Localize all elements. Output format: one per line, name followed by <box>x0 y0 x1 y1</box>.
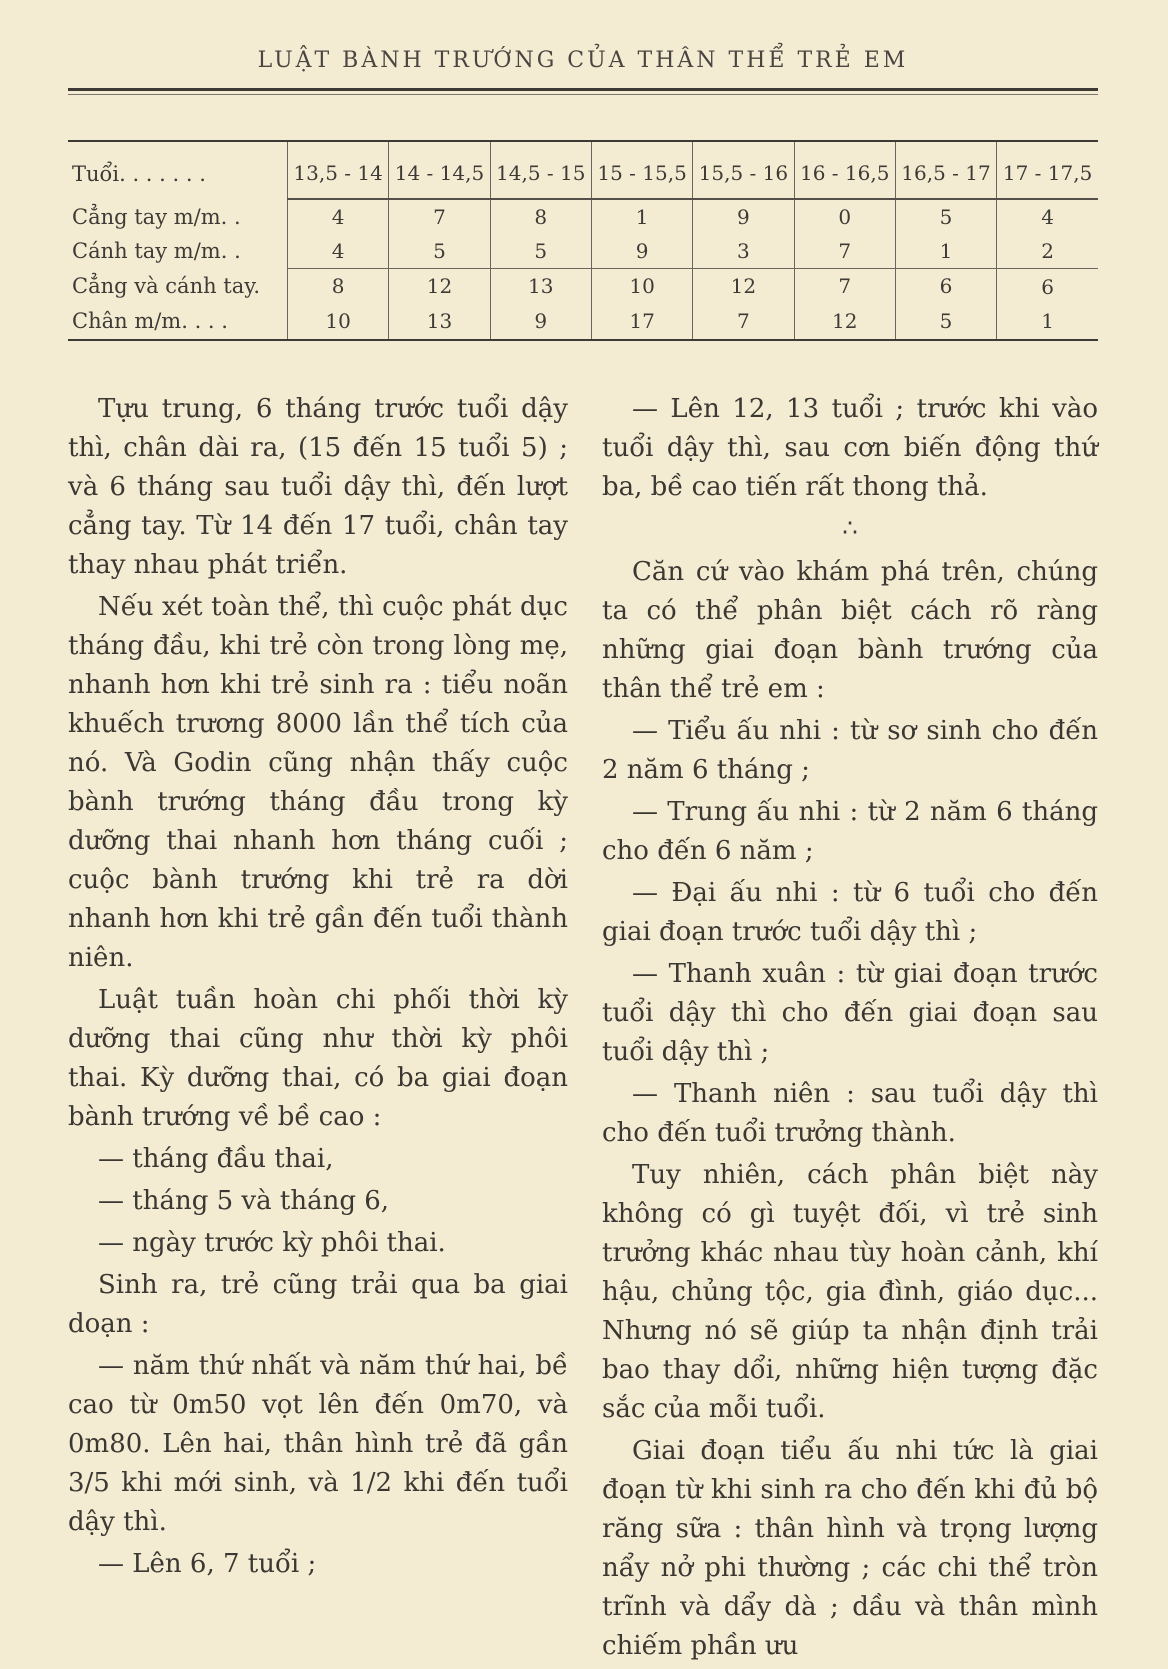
age-group: 14,5 - 15 <box>490 141 591 199</box>
table-cell: 9 <box>490 303 591 340</box>
table-cell: 1 <box>591 199 692 234</box>
table-cell: 12 <box>693 269 794 304</box>
table-cell: 9 <box>591 234 692 269</box>
table-cell: 6 <box>895 269 996 304</box>
table-row <box>68 303 1098 340</box>
table-row <box>68 269 1098 304</box>
age-group: 16 - 16,5 <box>794 141 895 199</box>
list-item: — Thanh xuân : từ giai đoạn trước tuổi dậy thì cho đến giai đoạn sau tuổi dậy thì ; <box>602 959 1098 1067</box>
table-cell: 5 <box>389 234 490 269</box>
table-cell: 4 <box>288 199 389 234</box>
paragraph: Giai đoạn tiểu ấu nhi tức là giai đoạn từ khi sinh ra cho đến khi đủ bộ răng sữa : thân hình và trọng lượng nẩy nở phi thường ; các chi thể tròn trĩnh và dẩy dà ; dầu và thân mình chiếm phần ưu <box>602 1436 1098 1661</box>
running-title: LUẬT BÀNH TRƯỚNG CỦA THÂN THỂ TRẺ EM <box>257 48 909 73</box>
row-label: Cẳng và cánh tay. <box>72 273 261 298</box>
table-cell: 2 <box>997 234 1098 269</box>
list-item: — Lên 6, 7 tuổi ; <box>98 1549 317 1579</box>
table-cell: 8 <box>490 199 591 234</box>
list-item: — năm thứ nhất và năm thứ hai, bề cao từ 0m50 vọt lên đến 0m70, và 0m80. Lên hai, thân hình trẻ đã gần 3/5 khi mới sinh, và 1/2 khi đến tuổi dậy thì. <box>68 1351 568 1537</box>
table-cell: 7 <box>794 269 895 304</box>
table-cell: 5 <box>895 303 996 340</box>
table-cell: 5 <box>490 234 591 269</box>
age-row <box>68 141 1098 199</box>
list-item: — Trung ấu nhi : từ 2 năm 6 tháng cho đến 6 năm ; <box>602 797 1098 866</box>
list-item: — tháng đầu thai, <box>98 1144 334 1174</box>
table-cell: 10 <box>288 303 389 340</box>
table-cell: 0 <box>794 199 895 234</box>
header-rule <box>68 88 1098 91</box>
table-cell: 7 <box>693 303 794 340</box>
row-label: Cẳng tay m/m. . <box>72 204 241 229</box>
table-cell: 8 <box>288 269 389 304</box>
list-item: — Lên 12, 13 tuổi ; trước khi vào tuổi dậy thì, sau cơn biến động thứ ba, bề cao tiến rất thong thả. <box>602 394 1098 502</box>
table-cell: 4 <box>288 234 389 269</box>
section-ornament: ∴ <box>842 514 858 542</box>
growth-table <box>68 140 1098 341</box>
right-column <box>602 390 1098 1669</box>
age-group: 15 - 15,5 <box>591 141 692 199</box>
table-cell: 3 <box>693 234 794 269</box>
paragraph: Sinh ra, trẻ cũng trải qua ba giai doạn : <box>68 1270 568 1339</box>
left-column <box>68 390 568 1587</box>
age-label: Tuổi. . . . . . . <box>68 141 288 199</box>
table-cell: 12 <box>389 269 490 304</box>
paragraph: Luật tuần hoàn chi phối thời kỳ dưỡng thai cũng như thời kỳ phôi thai. Kỳ dưỡng thai, có ba giai đoạn bành trướng về bề cao : <box>68 985 568 1132</box>
list-item: — Thanh niên : sau tuổi dậy thì cho đến tuổi trưởng thành. <box>602 1079 1098 1148</box>
age-group: 17 - 17,5 <box>997 141 1098 199</box>
table-row <box>68 199 1098 234</box>
table-cell: 7 <box>794 234 895 269</box>
age-group: 14 - 14,5 <box>389 141 490 199</box>
table-cell: 9 <box>693 199 794 234</box>
table-cell: 13 <box>490 269 591 304</box>
row-label: Cánh tay m/m. . <box>72 239 241 264</box>
table-cell: 1 <box>895 234 996 269</box>
paragraph: Nếu xét toàn thể, thì cuộc phát dục tháng đầu, khi trẻ còn trong lòng mẹ, nhanh hơn khi trẻ sinh ra : tiểu noãn khuếch trương 8000 lần thể tích của nó. Và Godin cũng nhận thấy cuộc bành trướng tháng đầu trong kỳ dưỡng thai nhanh hơn tháng cuối ; cuộc bành trướng khi trẻ ra dời nhanh hơn khi trẻ gần đến tuổi thành niên. <box>68 592 568 973</box>
paragraph: Tuy nhiên, cách phân biệt này không có gì tuyệt đối, vì trẻ sinh trưởng khác nhau tùy hoàn cảnh, khí hậu, chủng tộc, gia đình, giáo dục... Nhưng nó sẽ giúp ta nhận định trải bao thay dổi, những hiện tượng đặc sắc của mỗi tuổi. <box>602 1160 1098 1424</box>
row-label: Chân m/m. . . . <box>68 303 288 340</box>
age-group: 13,5 - 14 <box>288 141 389 199</box>
list-item: — tháng 5 và tháng 6, <box>98 1186 390 1216</box>
table-cell: 12 <box>794 303 895 340</box>
table-row <box>68 234 1098 269</box>
age-group: 15,5 - 16 <box>693 141 794 199</box>
table-cell: 7 <box>389 199 490 234</box>
table-cell: 4 <box>997 199 1098 234</box>
header-rule-thin <box>68 94 1098 95</box>
list-item: — Đại ấu nhi : từ 6 tuổi cho đến giai đoạn trước tuổi dậy thì ; <box>602 878 1098 947</box>
table-cell: 13 <box>389 303 490 340</box>
age-group: 16,5 - 17 <box>895 141 996 199</box>
list-item: — ngày trước kỳ phôi thai. <box>98 1228 446 1258</box>
merged-cell: 6 1 <box>997 269 1098 341</box>
table-cell: 10 <box>591 269 692 304</box>
paragraph: Căn cứ vào khám phá trên, chúng ta có thể phân biệt cách rõ ràng những giai đoạn bành trướng của thân thể trẻ em : <box>602 557 1098 704</box>
paragraph: Tựu trung, 6 tháng trước tuổi dậy thì, chân dài ra, (15 đến 15 tuổi 5) ; và 6 tháng sau tuổi dậy thì, đến lượt cẳng tay. Từ 14 đến 17 tuổi, chân tay thay nhau phát triển. <box>68 394 568 580</box>
list-item: — Tiểu ấu nhi : từ sơ sinh cho đến 2 năm 6 tháng ; <box>602 716 1098 785</box>
table-cell: 5 <box>895 199 996 234</box>
table-cell: 17 <box>591 303 692 340</box>
